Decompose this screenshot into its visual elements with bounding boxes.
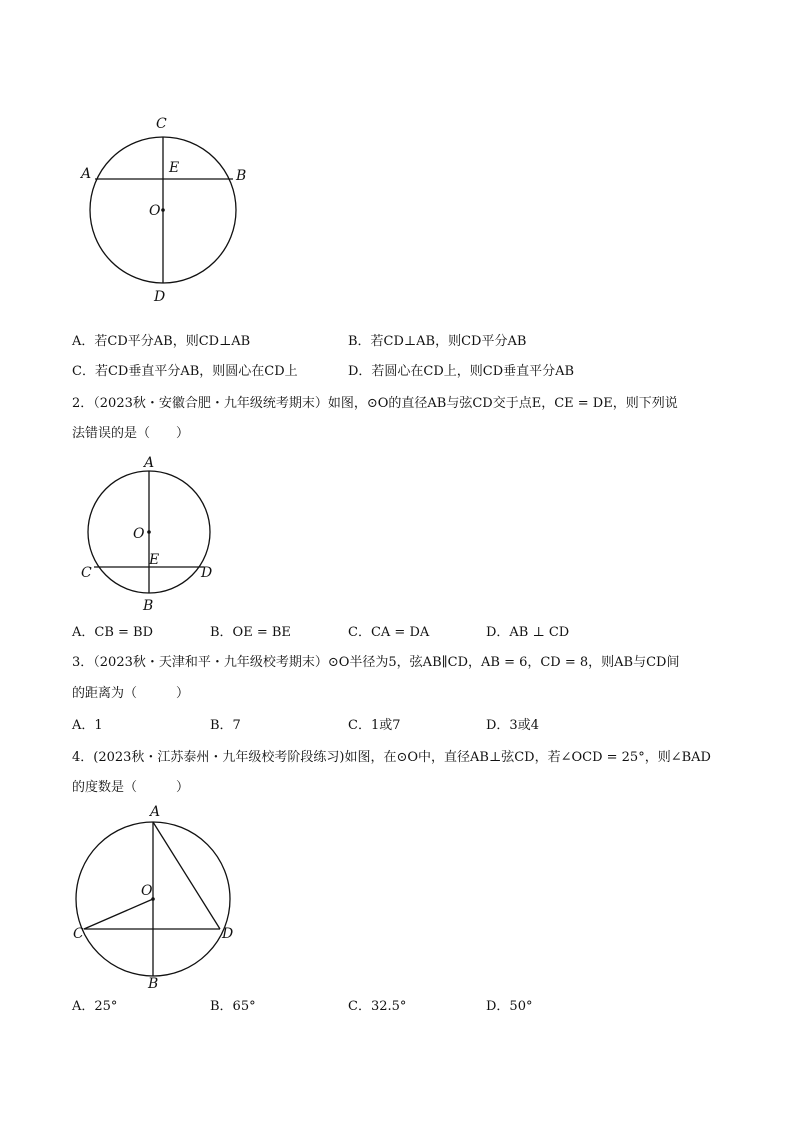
q3-option-c: C．1或7: [348, 718, 401, 733]
q1-label-d: D: [154, 289, 166, 305]
q2-label-d: D: [201, 565, 213, 581]
q1-figure: [70, 110, 270, 314]
q1-option-d: D．若圆心在CD上，则CD垂直平分AB: [348, 364, 575, 379]
q2-stem-line2: 法错误的是（ ）: [72, 426, 190, 441]
q4-circle-diagram: [68, 800, 243, 992]
q3-stem-line1: 3．（2023秋・天津和平・九年级校考期末）⊙O半径为5，弦AB∥CD，AB = 6，CD = 8，则AB与CD间: [72, 655, 680, 670]
q4-option-a: A．25°: [72, 999, 118, 1014]
q4-stem-line1: 4．(2023秋・江苏泰州・九年级校考阶段练习)如图，在⊙O中，直径AB⊥弦CD，若∠OCD = 25°，则∠BAD: [72, 750, 711, 765]
q2-option-b: B．OE = BE: [210, 625, 291, 640]
q4-label-d: D: [222, 926, 234, 942]
q2-label-o: O: [133, 526, 145, 542]
q2-option-c: C．CA = DA: [348, 625, 430, 640]
q4-option-b: B．65°: [210, 999, 256, 1014]
q4-label-c: C: [73, 926, 84, 942]
q3-option-b: B．7: [210, 718, 241, 733]
q1-label-o: O: [149, 203, 161, 219]
q2-label-b: B: [143, 598, 154, 614]
q3-option-d: D．3或4: [486, 718, 539, 733]
q1-option-c: C．若CD垂直平分AB，则圆心在CD上: [72, 364, 298, 379]
q1-label-a: A: [81, 166, 92, 182]
q4-label-o: O: [141, 883, 153, 899]
q1-label-e: E: [169, 160, 180, 176]
q2-label-a: A: [144, 455, 155, 471]
q3-stem-line2: 的距离为（ ）: [72, 686, 190, 701]
q2-option-a: A．CB = BD: [72, 625, 154, 640]
q2-label-e: E: [149, 552, 160, 568]
q1-label-b: B: [236, 168, 247, 184]
q4-stem-line2: 的度数是（ ）: [72, 780, 190, 795]
q1-option-b: B．若CD⊥AB，则CD平分AB: [348, 334, 527, 349]
q4-figure: [68, 800, 243, 996]
q2-circle-diagram: [72, 452, 232, 617]
q2-label-c: C: [81, 565, 92, 581]
q4-option-d: D．50°: [486, 999, 533, 1014]
q2-figure: [72, 452, 232, 621]
q4-label-a: A: [150, 804, 161, 820]
q1-label-c: C: [156, 116, 167, 132]
q4-label-b: B: [148, 976, 159, 992]
q4-option-c: C．32.5°: [348, 999, 407, 1014]
q3-option-a: A．1: [72, 718, 103, 733]
q2-stem-line1: 2．（2023秋・安徽合肥・九年级统考期末）如图，⊙O的直径AB与弦CD交于点E，CE = DE，则下列说: [72, 396, 678, 411]
q1-option-a: A．若CD平分AB，则CD⊥AB: [72, 334, 251, 349]
q2-option-d: D．AB ⊥ CD: [486, 625, 570, 640]
q1-circle-diagram: [70, 110, 270, 310]
